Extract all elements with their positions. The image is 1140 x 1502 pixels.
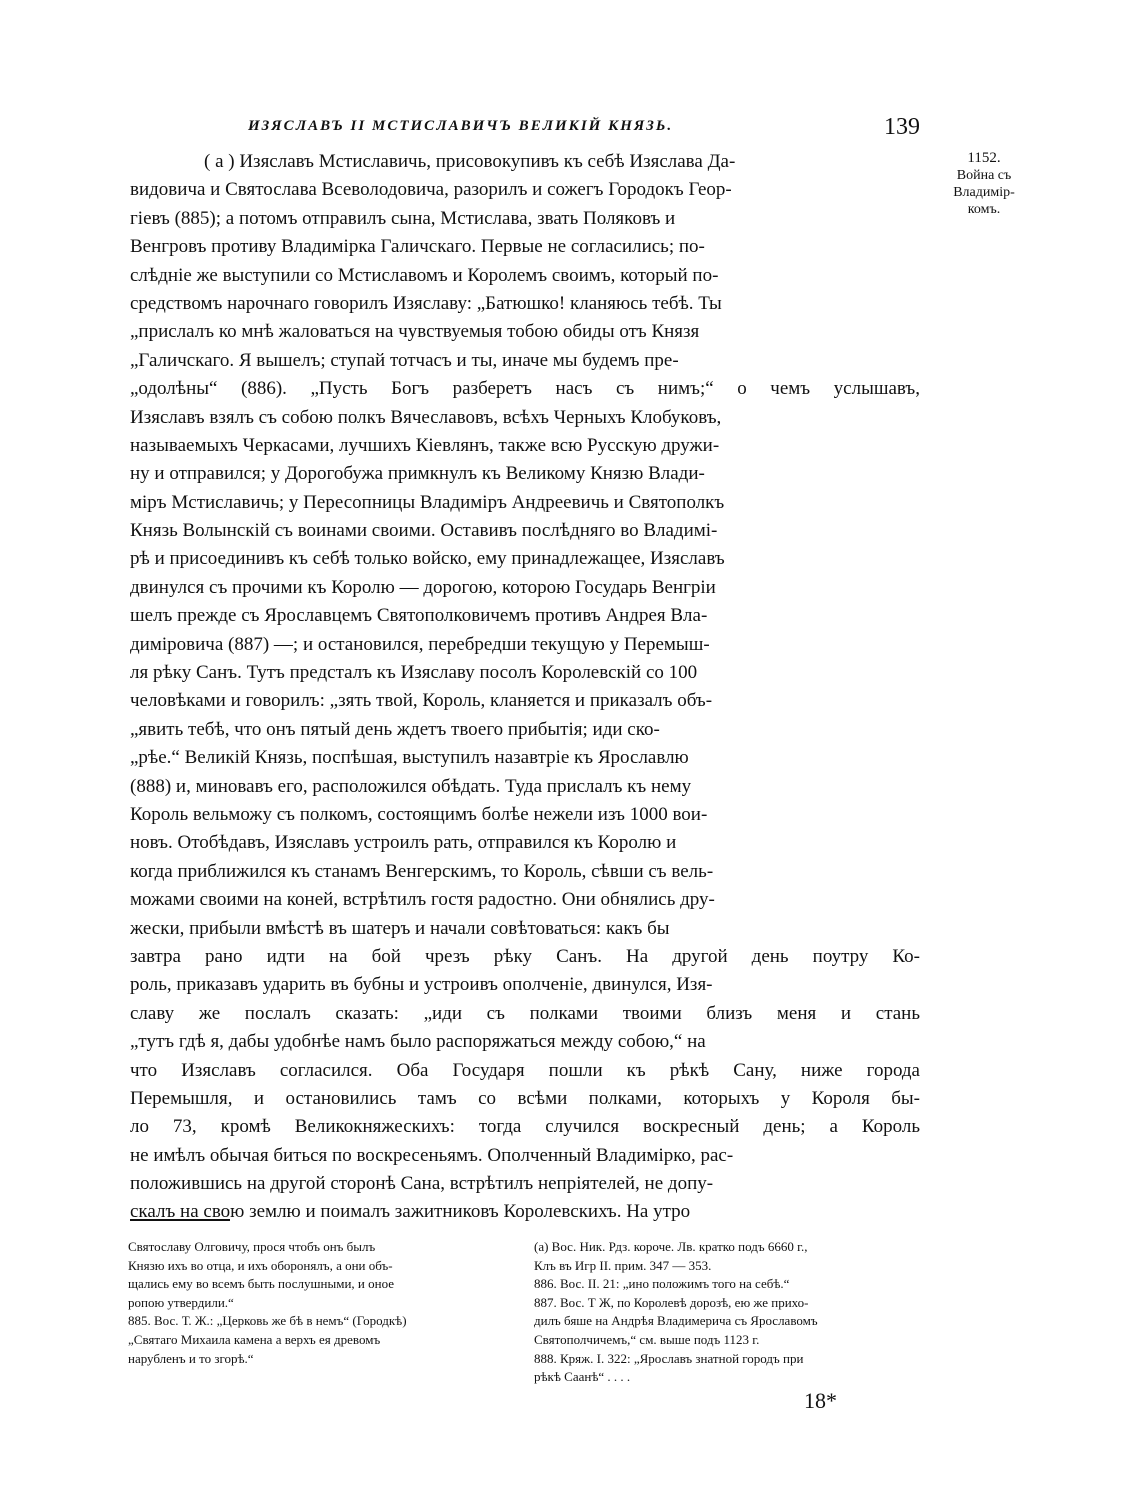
margin-note-line: Война съ [956, 168, 1012, 183]
text-line: ло 73, кромѣ Великокняжескихъ: тогда случился воскресный день; а Король [130, 1116, 920, 1138]
text-line: Король вельможу съ полкомъ, состоящимъ болѣе нежели изъ 1000 вои- [130, 803, 708, 825]
text-line: гіевъ (885); а потомъ отправилъ сына, Мстислава, звать Поляковъ и [130, 207, 676, 229]
text-line: не имѣлъ обычая биться по воскресеньямъ. Ополченный Владимірко, рас- [130, 1144, 734, 1166]
text-line: слѣдніе же выступили со Мстиславомъ и Королемъ своимъ, который по- [130, 264, 719, 286]
footnote-line: (а) Вос. Ник. Рдз. короче. Лв. кратко подъ 6660 г., [534, 1239, 808, 1254]
margin-note-year: 1152. [967, 150, 1001, 166]
main-text-block [130, 148, 920, 1227]
text-line: міръ Мстиславичь; у Пересопницы Владиміръ Андреевичь и Святополкъ [130, 491, 725, 513]
footnote-line: „Святаго Михаила камена а верхъ ея древомъ [128, 1331, 381, 1347]
text-line: Князь Волынскій съ воинами своими. Оставивъ послѣдняго во Владимі- [130, 520, 718, 542]
text-line: „Галичскаго. Я вышелъ; ступай тотчасъ и ты, иначе мы будемъ пре- [130, 349, 679, 371]
footnote-line: Клъ въ Игр II. прим. 347 — 353. [534, 1257, 712, 1273]
footnote-line: щались ему во всемъ быть послушными, и оное [128, 1276, 395, 1292]
footnote-line: рѣкѣ Саанѣ“ . . . . [534, 1369, 631, 1385]
text-line: „тутъ гдѣ я, дабы удобнѣе намъ было распоряжаться между собою,“ на [130, 1031, 706, 1053]
footnote-line: Князю ихъ во отца, и ихъ оборонялъ, а они объ- [128, 1257, 393, 1273]
page-number: 139 [884, 114, 920, 140]
text-line: что Изяславъ согласился. Оба Государя пошли къ рѣкѣ Сану, ниже города [130, 1059, 920, 1081]
text-line: Изяславъ взялъ съ собою полкъ Вячеславовъ, всѣхъ Черныхъ Клобуковъ, [130, 406, 722, 428]
footnote-line: 885. Вос. Т. Ж.: „Церковь же бѣ в немъ“ (Городкѣ) [128, 1313, 407, 1329]
signature-mark: 18* [804, 1388, 837, 1413]
text-line: славу же послалъ сказать: „иди съ полками твоими близъ меня и стань [130, 1002, 920, 1024]
footnote-line: 888. Кряж. I. 322: „Ярославъ знатной городъ при [534, 1350, 804, 1366]
footnote-line: нарубленъ и то згорѣ.“ [128, 1350, 254, 1366]
text-line: человѣками и говорилъ: „зять твой, Король, кланяется и приказалъ объ- [130, 690, 713, 712]
footnote-line: Святославу Олговичу, прося чтобъ онъ былъ [128, 1239, 376, 1254]
footnotes-left-column [128, 1238, 530, 1368]
text-line: (888) и, миновавъ его, расположился обѣдать. Туда прислалъ къ нему [130, 775, 692, 797]
text-line: скалъ на свою землю и поималъ зажитниковъ Королевскихъ. На утро [130, 1201, 691, 1223]
text-line: двинулся съ прочими къ Королю — дорогою, которою Государь Венгріи [130, 576, 716, 598]
text-line: „явить тебѣ, что онъ пятый день ждетъ твоего прибытія; иди ско- [130, 718, 660, 740]
footnote-divider [130, 1219, 230, 1221]
text-line: Венгровъ противу Владимірка Галичскаго. Первые не согласились; по- [130, 236, 705, 258]
text-line: шелъ прежде съ Ярославцемъ Святополковичемъ противъ Андрея Вла- [130, 605, 708, 627]
footnote-line: ропою утвердили.“ [128, 1294, 234, 1310]
footnote-line: дилъ бяше на Андрѣя Владимерича съ Ярославомъ [534, 1313, 818, 1329]
text-line: „одолѣны“ (886). „Пусть Богъ разберетъ насъ съ нимъ;“ о чемъ услышавъ, [130, 378, 920, 400]
text-line: диміровича (887) —; и остановился, перебредши текущую у Перемыш- [130, 633, 710, 655]
text-line: положившись на другой сторонѣ Сана, встрѣтилъ непріятелей, не допу- [130, 1173, 714, 1195]
footnote-line: 886. Вос. II. 21: „ино положимъ того на себѣ.“ [534, 1276, 790, 1292]
text-line: видовича и Святослава Всеволодовича, разорилъ и сожегъ Городокъ Геор- [130, 179, 732, 201]
text-line: „прислалъ ко мнѣ жаловаться на чувствуемыя тобою обиды отъ Князя [130, 321, 700, 343]
text-line: „рѣе.“ Великій Князь, поспѣшая, выступилъ назавтріе къ Ярославлю [130, 747, 689, 769]
margin-note [934, 150, 1034, 218]
footnote-line: 887. Вос. Т Ж, по Королевѣ дорозѣ, ею же прихо- [534, 1294, 809, 1310]
text-line: жески, прибыли вмѣстѣ въ шатеръ и начали совѣтоваться: какъ бы [130, 917, 670, 939]
text-line: ля рѣку Санъ. Тутъ предсталъ къ Изяславу посолъ Королевскій со 100 [130, 662, 698, 684]
text-line: называемыхъ Черкасами, лучшихъ Кіевлянъ, также всю Русскую дружи- [130, 434, 720, 456]
text-line: ( а ) Изяславъ Мстиславичь, присовокупивъ къ себѣ Изяслава Да- [204, 151, 736, 172]
text-line: роль, приказавъ ударить въ бубны и устроивъ ополченіе, двинулся, Изя- [130, 974, 713, 996]
footnotes-right-column [534, 1238, 934, 1387]
text-line: средствомъ нарочнаго говорилъ Изяславу: „Батюшко! кланяюсь тебѣ. Ты [130, 292, 722, 314]
margin-note-line: комъ. [967, 202, 1001, 217]
running-header-title: ИЗЯСЛАВЪ II МСТИСЛАВИЧЪ ВЕЛИКІЙ КНЯЗЬ. [248, 118, 674, 134]
text-line: можами своими на коней, встрѣтилъ гостя радостно. Они обнялись дру- [130, 889, 715, 911]
text-line: новъ. Отобѣдавъ, Изяславъ устроилъ рать, отправился къ Королю и [130, 832, 677, 854]
text-line: завтра рано идти на бой чрезъ рѣку Санъ. На другой день поутру Ко- [130, 945, 920, 967]
text-line: когда приближился къ станамъ Венгерскимъ, то Король, сѣвши съ вель- [130, 860, 714, 882]
text-line: рѣ и присоединивъ къ себѣ только войско, ему принадлежащее, Изяславъ [130, 548, 725, 570]
margin-note-line: Владимір- [953, 185, 1015, 200]
footnote-line: Святополчичемъ,“ см. выше подъ 1123 г. [534, 1331, 760, 1347]
text-line: Перемышля, и остановились тамъ со всѣми полками, которыхъ у Короля бы- [130, 1087, 920, 1109]
text-line: ну и отправился; у Дорогобужа примкнулъ къ Великому Князю Влади- [130, 463, 705, 485]
